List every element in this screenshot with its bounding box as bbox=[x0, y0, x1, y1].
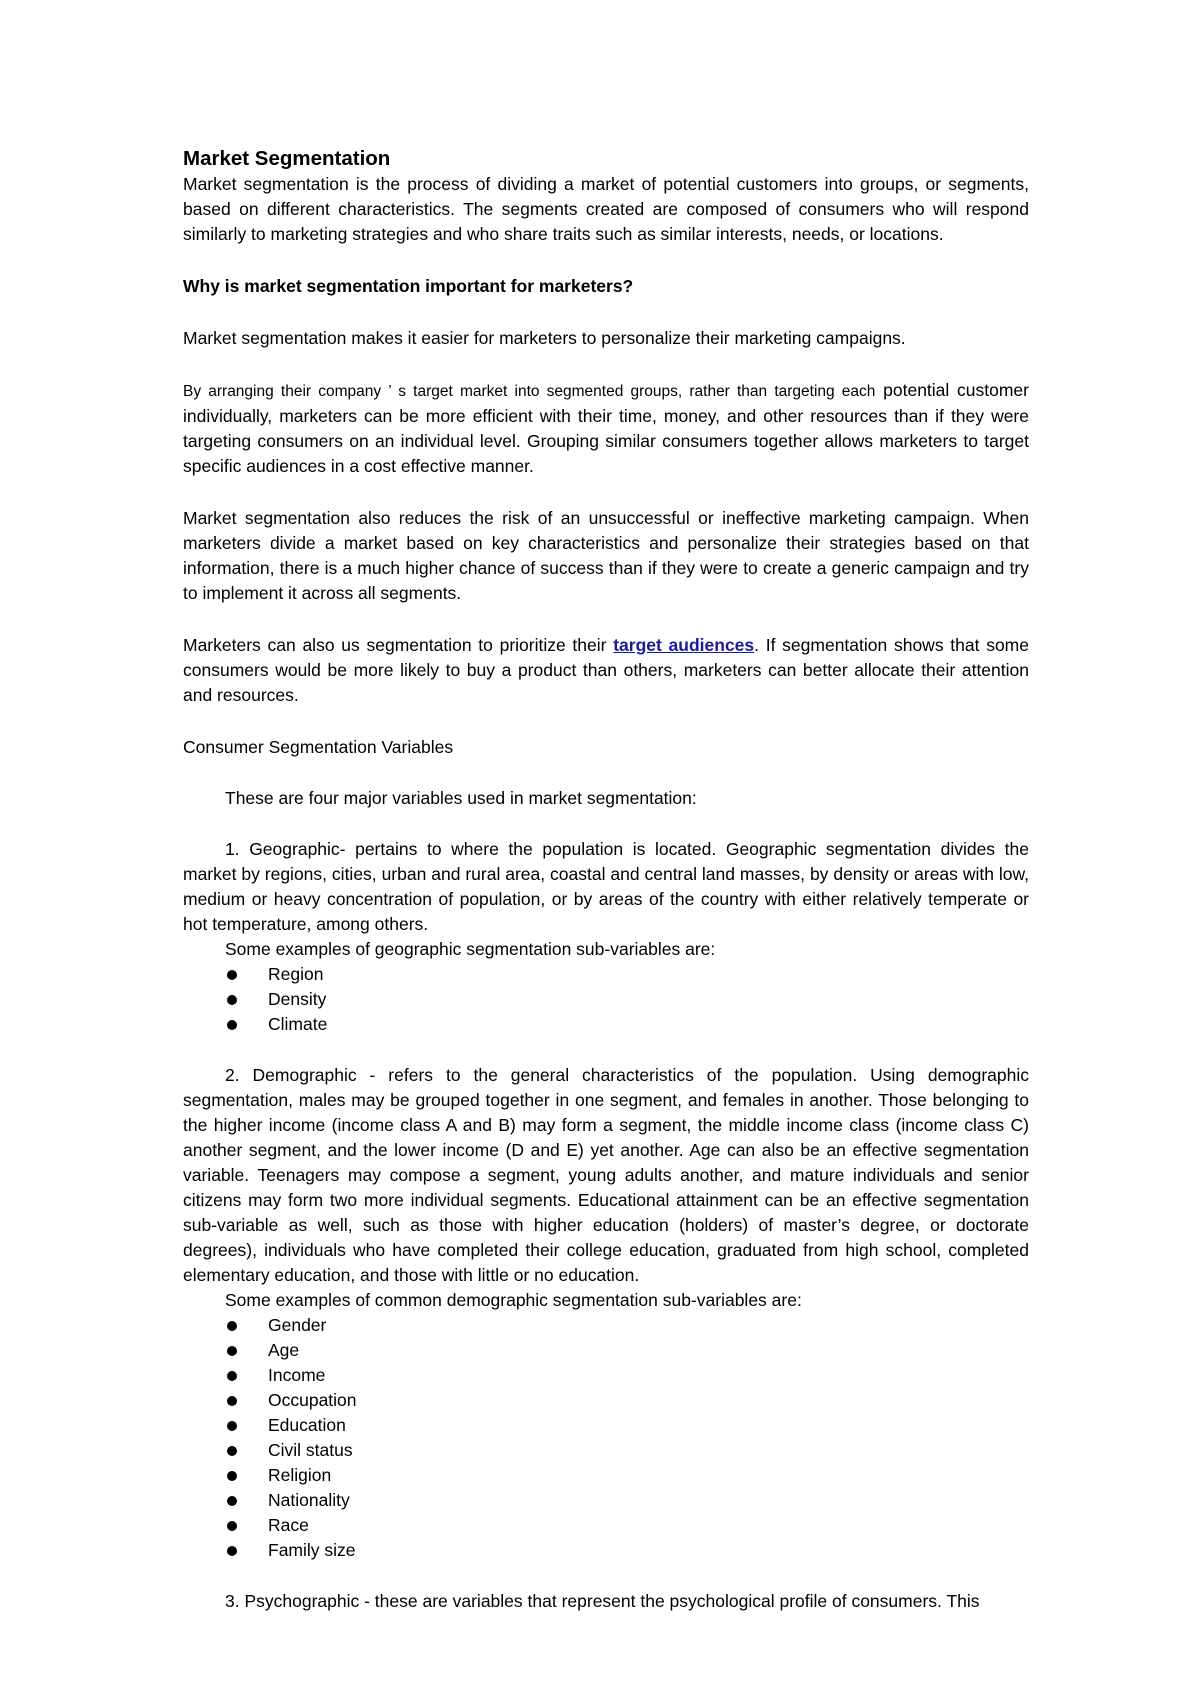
list-item: Civil status bbox=[183, 1438, 1029, 1463]
document-body bbox=[183, 146, 1029, 1614]
geographic-examples-intro: Some examples of geographic segmentation sub-variables are: bbox=[225, 939, 716, 959]
variables-intro: These are four major variables used in market segmentation: bbox=[225, 788, 697, 808]
list-item: Religion bbox=[183, 1463, 1029, 1488]
list-item: Income bbox=[183, 1363, 1029, 1388]
variables-heading: Consumer Segmentation Variables bbox=[183, 737, 454, 757]
geographic-list bbox=[183, 962, 1029, 1037]
list-item: Family size bbox=[183, 1538, 1029, 1563]
para-arranging bbox=[183, 378, 1029, 479]
bullet-icon bbox=[227, 1446, 237, 1456]
bullet-icon bbox=[227, 1020, 237, 1030]
list-item: Gender bbox=[183, 1313, 1029, 1338]
bullet-icon bbox=[227, 1521, 237, 1531]
geographic-paragraph: 1. Geographic- pertains to where the population is located. Geographic segmentation divides the market by regions, cities, urban and rural area, coastal and central land masses, by density or areas with low, medium or heavy concentration of population, or by areas of the country with either relatively temperate or hot temperature, among others. bbox=[183, 839, 1029, 934]
para-prioritize: Marketers can also us segmentation to prioritize their target audiences. If segmentation shows that some consumers would be more likely to buy a product than others, marketers can better allocate their attention and resources. bbox=[183, 635, 1029, 705]
list-item: Age bbox=[183, 1338, 1029, 1363]
list-item: Region bbox=[183, 962, 1029, 987]
demographic-list bbox=[183, 1313, 1029, 1563]
bullet-icon bbox=[227, 970, 237, 980]
intro-paragraph: Market segmentation is the process of dividing a market of potential customers into groups, or segments, based on different characteristics. The segments created are composed of consumers who will respond similarly to marketing strategies and who share traits such as similar interests, needs, or locations. bbox=[183, 174, 1029, 244]
answer-paragraph: Market segmentation makes it easier for marketers to personalize their marketing campaigns. bbox=[183, 328, 906, 348]
question-heading: Why is market segmentation important for marketers? bbox=[183, 276, 634, 296]
psychographic-paragraph: 3. Psychographic - these are variables that represent the psychological profile of consumers. This bbox=[225, 1591, 980, 1611]
target-audiences-link[interactable]: target audiences bbox=[613, 635, 755, 655]
page-title: Market Segmentation bbox=[183, 147, 391, 170]
list-item: Climate bbox=[183, 1012, 1029, 1037]
list-item: Nationality bbox=[183, 1488, 1029, 1513]
bullet-icon bbox=[227, 1496, 237, 1506]
list-item: Education bbox=[183, 1413, 1029, 1438]
bullet-icon bbox=[227, 1421, 237, 1431]
bullet-icon bbox=[227, 995, 237, 1005]
list-item: Race bbox=[183, 1513, 1029, 1538]
para-arranging-rest: potential customer individually, marketers can be more efficient with their time, money, and other resources than if they were targeting consumers on an individual level. Grouping similar consumers together allows marketers to target specific audiences in a cost effective manner. bbox=[183, 380, 1029, 476]
demographic-paragraph: 2. Demographic - refers to the general characteristics of the population. Using demographic segmentation, males may be grouped together in one segment, and females in another. Those belonging to the higher income (income class A and B) may form a segment, the middle income class (income class C) another segment, and the lower income (D and E) yet another. Age can also be an effective segmentation variable. Teenagers may compose a segment, young adults another, and mature individuals and senior citizens may form two more individual segments. Educational attainment can be an effective segmentation sub-variable as well, such as those with higher education (holders) of master’s degree, or doctorate degrees), individuals who have completed their college education, graduated from high school, completed elementary education, and those with little or no education. bbox=[183, 1065, 1029, 1285]
bullet-icon bbox=[227, 1346, 237, 1356]
bullet-icon bbox=[227, 1546, 237, 1556]
bullet-icon bbox=[227, 1371, 237, 1381]
demographic-examples-intro: Some examples of common demographic segmentation sub-variables are: bbox=[225, 1290, 802, 1310]
para-arranging-start: By arranging their company ’ s target market into segmented groups, rather than targeting each bbox=[183, 383, 876, 400]
bullet-icon bbox=[227, 1396, 237, 1406]
list-item: Occupation bbox=[183, 1388, 1029, 1413]
bullet-icon bbox=[227, 1321, 237, 1331]
para-risk: Market segmentation also reduces the risk of an unsuccessful or ineffective marketing campaign. When marketers divide a market based on key characteristics and personalize their strategies based on that information, there is a much higher chance of success than if they were to create a generic campaign and try to implement it across all segments. bbox=[183, 508, 1029, 603]
list-item: Density bbox=[183, 987, 1029, 1012]
bullet-icon bbox=[227, 1471, 237, 1481]
